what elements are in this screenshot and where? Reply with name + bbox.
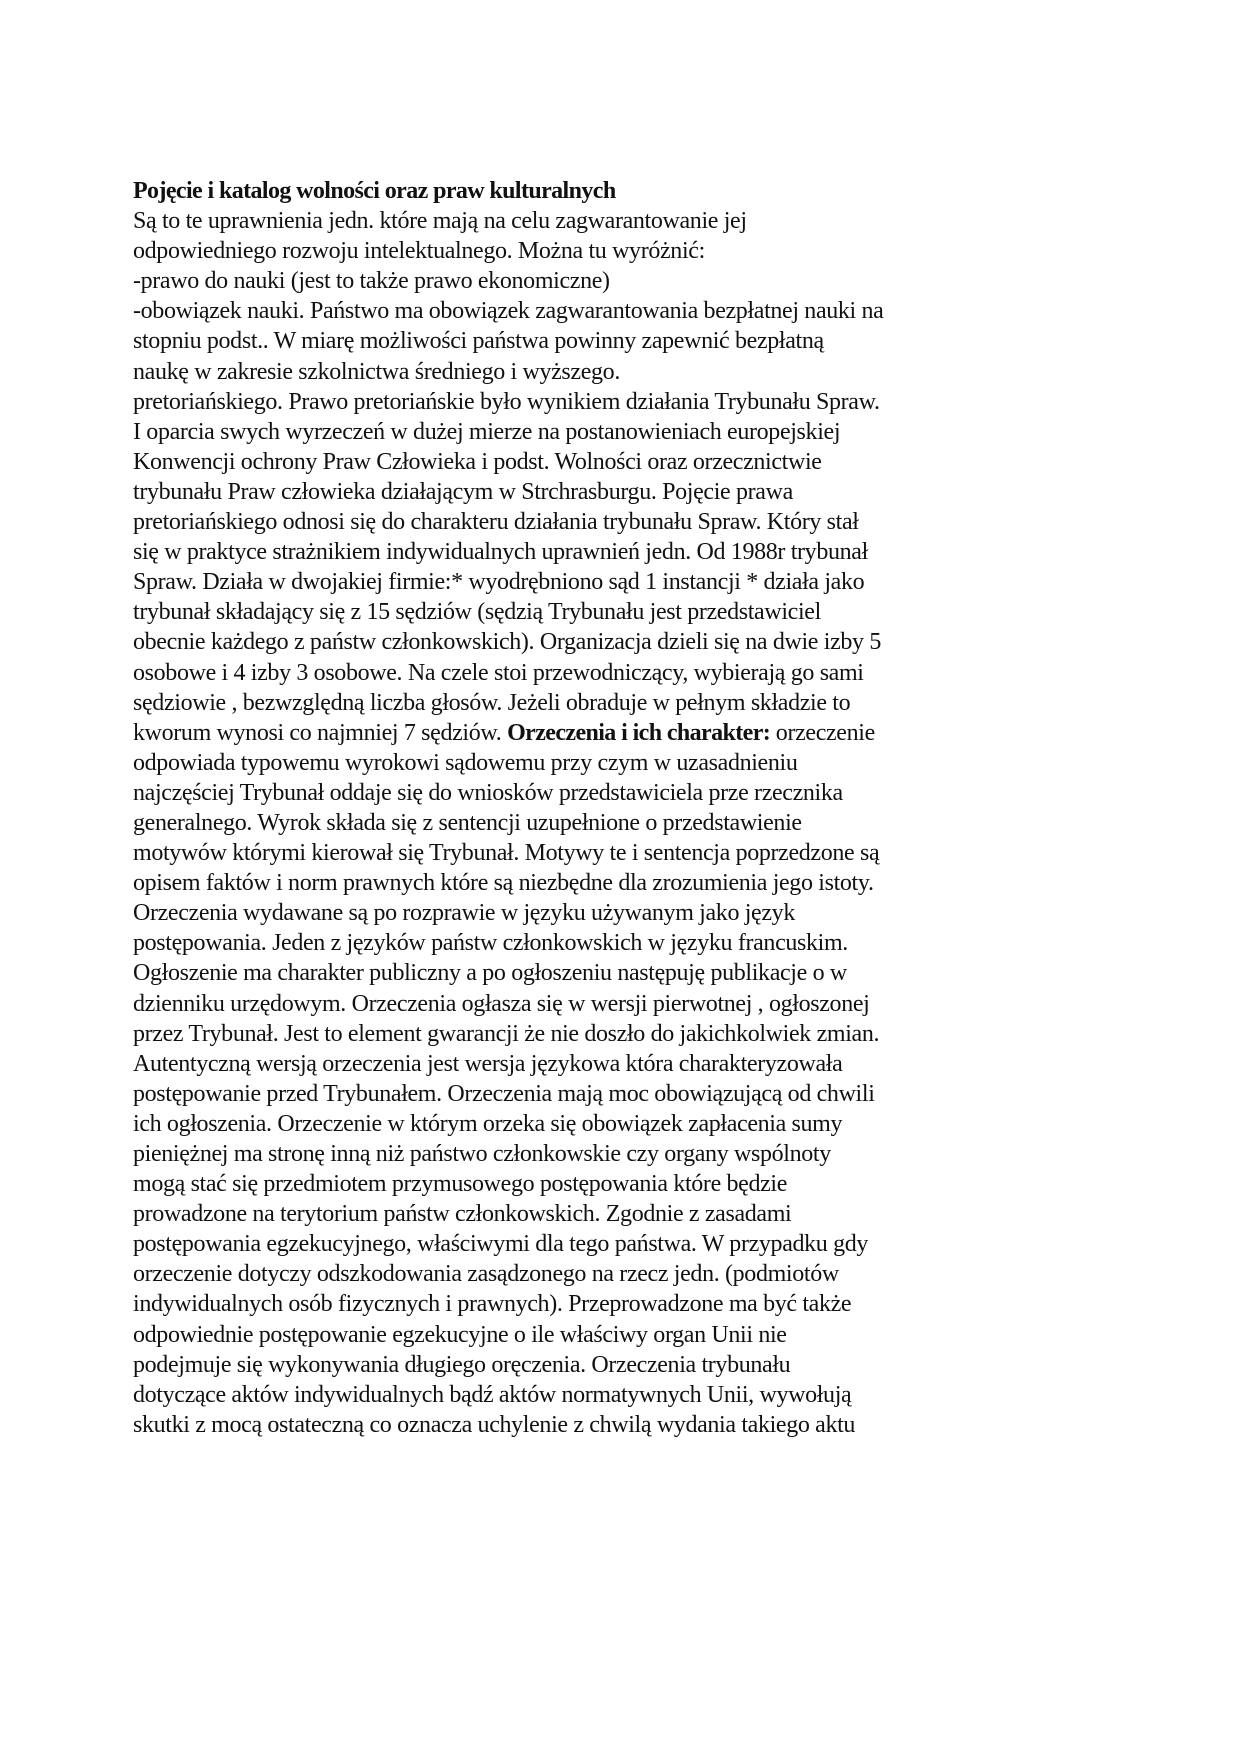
text-line: -obowiązek nauki. Państwo ma obowiązek zagwarantowania bezpłatnej nauki na xyxy=(133,298,884,325)
text-line: obecnie każdego z państw członkowskich). Organizacja dzieli się na dwie izby 5 xyxy=(133,629,881,656)
text-line: odpowiedniego rozwoju intelektualnego. Można tu wyróżnić: xyxy=(133,238,705,265)
text-line: trybunał składający się z 15 sędziów (sędzią Trybunału jest przedstawiciel xyxy=(133,599,821,626)
text-line-with-subheading xyxy=(133,718,1093,748)
text-line: I oparcia swych wyrzeczeń w dużej mierze na postanowieniach europejskiej xyxy=(133,418,841,445)
document-body xyxy=(133,176,1093,1440)
text-line: osobowe i 4 izby 3 osobowe. Na czele stoi przewodniczący, wybierają go sami xyxy=(133,659,864,686)
text-line: Spraw. Działa w dwojakiej firmie:* wyodrębniono sąd 1 instancji * działa jako xyxy=(133,569,865,596)
text-line: pretoriańskiego. Prawo pretoriańskie było wynikiem działania Trybunału Spraw. xyxy=(133,388,880,415)
text-line: odpowiada typowemu wyrokowi sądowemu przy czym w uzasadnieniu xyxy=(133,749,798,776)
text-line: prowadzone na terytorium państw członkowskich. Zgodnie z zasadami xyxy=(133,1201,792,1228)
text-line: -prawo do nauki (jest to także prawo ekonomiczne) xyxy=(133,268,610,295)
text-line: postępowania egzekucyjnego, właściwymi dla tego państwa. W przypadku gdy xyxy=(133,1231,869,1258)
text-line: się w praktyce strażnikiem indywidualnych uprawnień jedn. Od 1988r trybunał xyxy=(133,539,868,566)
text-line: motywów którymi kierował się Trybunał. Motywy te i sentencja poprzedzone są xyxy=(133,840,880,867)
text-line: mogą stać się przedmiotem przymusowego postępowania które będzie xyxy=(133,1171,788,1198)
text-segment: orzeczenie xyxy=(770,719,875,746)
text-line: przez Trybunał. Jest to element gwarancji że nie doszło do jakichkolwiek zmian. xyxy=(133,1020,880,1047)
text-line: dzienniku urzędowym. Orzeczenia ogłasza się w wersji pierwotnej , ogłoszonej xyxy=(133,990,870,1017)
text-line: Orzeczenia wydawane są po rozprawie w języku używanym jako język xyxy=(133,900,795,927)
text-line: postępowania. Jeden z języków państw członkowskich w języku francuskim. xyxy=(133,930,848,957)
text-line: dotyczące aktów indywidualnych bądź aktów normatywnych Unii, wywołują xyxy=(133,1381,852,1408)
text-line: najczęściej Trybunał oddaje się do wniosków przedstawiciela prze rzecznika xyxy=(133,779,843,806)
text-line: podejmuje się wykonywania długiego oręczenia. Orzeczenia trybunału xyxy=(133,1351,791,1378)
text-line: pieniężnej ma stronę inną niż państwo członkowskie czy organy wspólnoty xyxy=(133,1141,831,1167)
text-line: postępowanie przed Trybunałem. Orzeczenia mają moc obowiązującą od chwili xyxy=(133,1080,875,1107)
text-line: Autentyczną wersją orzeczenia jest wersja językowa która charakteryzowała xyxy=(133,1050,843,1077)
text-line: opisem faktów i norm prawnych które są niezbędne dla zrozumienia jego istoty. xyxy=(133,870,874,897)
text-line: orzeczenie dotyczy odszkodowania zasądzonego na rzecz jedn. (podmiotów xyxy=(133,1261,839,1288)
text-line: pretoriańskiego odnosi się do charakteru działania trybunału Spraw. Który stał xyxy=(133,509,859,536)
text-line: Ogłoszenie ma charakter publiczny a po ogłoszeniu następuję publikacje o w xyxy=(133,960,847,987)
text-line: indywidualnych osób fizycznych i prawnych). Przeprowadzone ma być także xyxy=(133,1291,852,1318)
text-line: sędziowie , bezwzględną liczba głosów. Jeżeli obraduje w pełnym składzie to xyxy=(133,689,851,716)
text-line: trybunału Praw człowieka działającym w Strchrasburgu. Pojęcie prawa xyxy=(133,478,793,505)
text-line: Są to te uprawnienia jedn. które mają na celu zagwarantowanie jej xyxy=(133,208,747,235)
text-segment: kworum wynosi co najmniej 7 sędziów. xyxy=(133,719,508,746)
text-line: odpowiednie postępowanie egzekucyjne o ile właściwy organ Unii nie xyxy=(133,1321,787,1348)
text-line: ich ogłoszenia. Orzeczenie w którym orzeka się obowiązek zapłacenia sumy xyxy=(133,1110,843,1137)
text-line: stopniu podst.. W miarę możliwości państwa powinny zapewnić bezpłatną xyxy=(133,328,824,355)
text-line: naukę w zakresie szkolnictwa średniego i wyższego. xyxy=(133,358,620,385)
text-line: Konwencji ochrony Praw Człowieka i podst. Wolności oraz orzecznictwie xyxy=(133,448,822,475)
text-line: generalnego. Wyrok składa się z sentencji uzupełnione o przedstawienie xyxy=(133,809,802,836)
document-title: Pojęcie i katalog wolności oraz praw kulturalnych xyxy=(133,178,616,204)
section-subheading: Orzeczenia i ich charakter: xyxy=(507,719,771,746)
text-line: skutki z mocą ostateczną co oznacza uchylenie z chwilą wydania takiego aktu xyxy=(133,1411,856,1438)
